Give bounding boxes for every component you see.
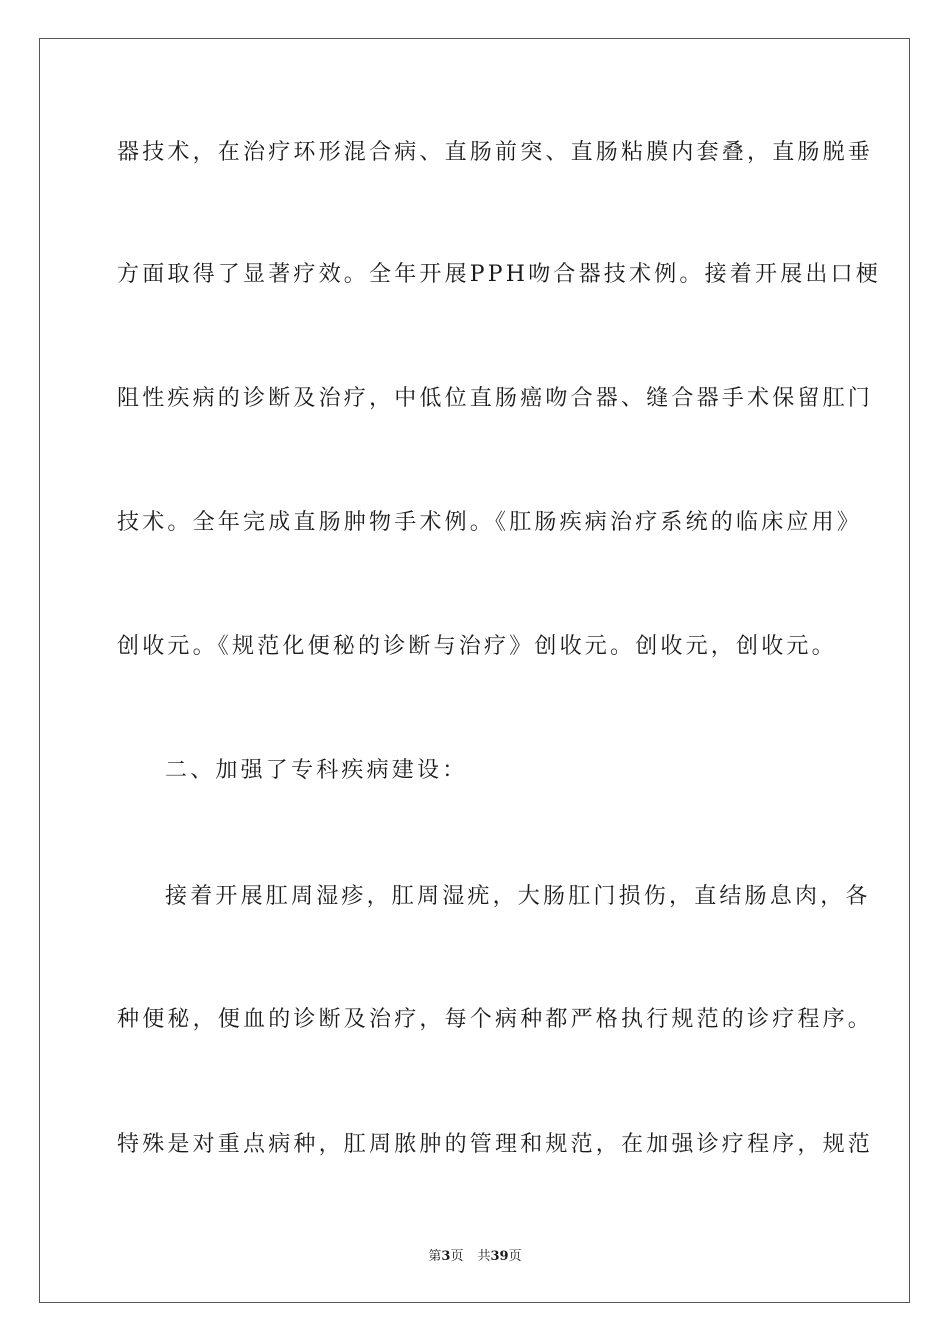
footer-total-suffix: 页 [508, 1249, 522, 1264]
footer-page-prefix: 第 [428, 1249, 442, 1264]
body-line-2: 方面取得了显著疗效。全年开展PPH吻合器技术例。接着开展出口梗 [117, 262, 881, 287]
body-line-4: 技术。全年完成直肠肿物手术例。《肛肠疾病治疗系统的临床应用》 [117, 510, 863, 535]
body-line-5: 创收元。《规范化便秘的诊断与治疗》创收元。创收元，创收元。 [117, 634, 837, 659]
footer-page-number: 3 [441, 1249, 451, 1264]
body-line-3: 阻性疾病的诊断及治疗，中低位直肠癌吻合器、缝合器手术保留肛门 [117, 386, 874, 411]
footer-total-pages: 39 [490, 1249, 509, 1264]
body-line-9: 特殊是对重点病种，肛周脓肿的管理和规范，在加强诊疗程序，规范 [117, 1132, 874, 1157]
page-border [39, 38, 910, 1303]
footer-page-suffix: 页 [450, 1249, 464, 1264]
body-line-1: 器技术，在治疗环形混合病、直肠前突、直肠粘膜内套叠，直肠脱垂 [117, 140, 874, 165]
body-line-8: 种便秘，便血的诊断及治疗，每个病种都严格执行规范的诊疗程序。 [117, 1007, 874, 1032]
footer-total-prefix: 共 [477, 1249, 491, 1264]
body-line-7: 接着开展肛周湿疹，肛周湿疣，大肠肛门损伤，直结肠息肉，各 [165, 884, 871, 909]
section-heading: 二、加强了专科疾病建设： [165, 758, 468, 783]
page-footer [0, 1249, 950, 1265]
